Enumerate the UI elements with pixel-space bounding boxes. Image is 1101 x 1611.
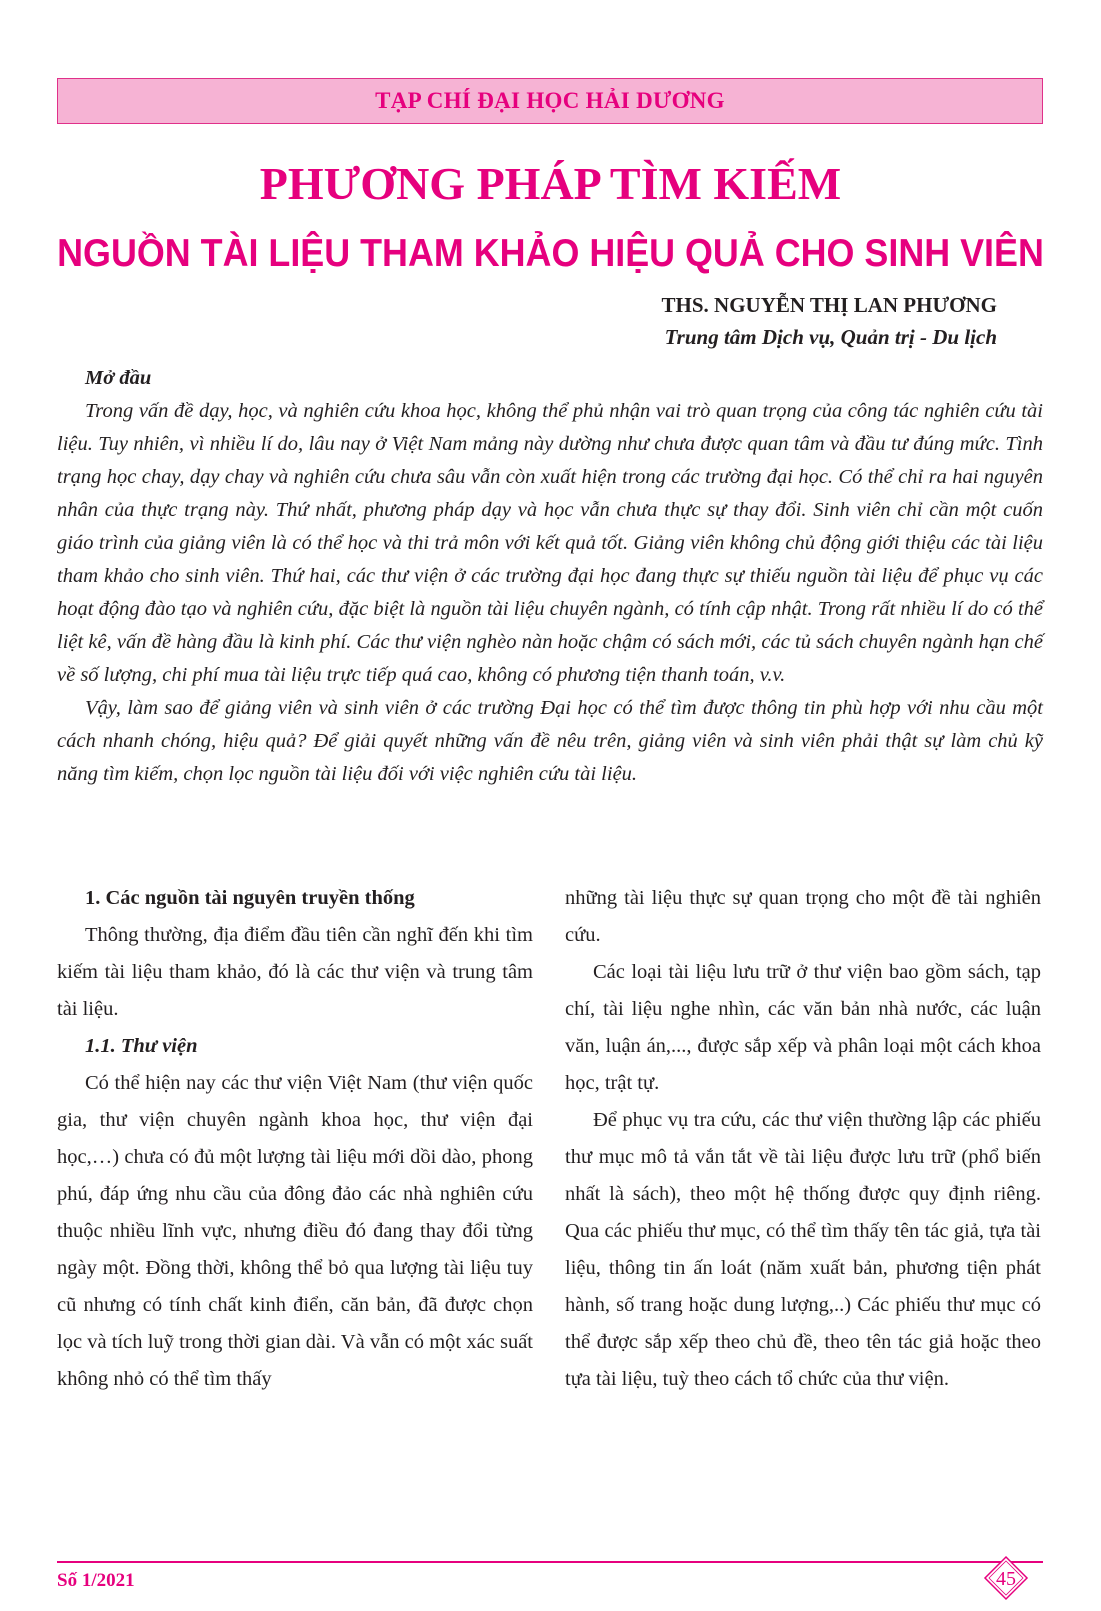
- author-affiliation: Trung tâm Dịch vụ, Quản trị - Du lịch: [664, 325, 997, 349]
- body-paragraph-continuation: những tài liệu thực sự quan trọng cho một đề tài nghiên cứu.: [565, 887, 1041, 946]
- author-name: THS. NGUYỄN THỊ LAN PHƯƠNG: [661, 293, 997, 317]
- left-column: [57, 880, 533, 1398]
- footer-divider: [57, 1561, 1043, 1563]
- journal-name: TẠP CHÍ ĐẠI HỌC HẢI DƯƠNG: [375, 88, 725, 113]
- article-title-line1: PHƯƠNG PHÁP TÌM KIẾM: [259, 158, 842, 209]
- body-paragraph: Có thể hiện nay các thư viện Việt Nam (thư viện quốc gia, thư viện chuyên ngành khoa học, thư viện đại học,…) chưa có đủ một lượng tài liệu mới dồi dào, phong phú, đáp ứng nhu cầu của đông đảo các nhà nghiên cứu thuộc nhiều lĩnh vực, nhưng điều đó đang thay đổi từng ngày một. Đồng thời, không thể bỏ qua lượng tài liệu tuy cũ nhưng có tính chất kinh điển, căn bản, đã được chọn lọc và tích luỹ trong thời gian dài. Và vẫn có một xác suất không nhỏ có thể tìm thấy: [57, 1072, 533, 1390]
- page-number: 45: [996, 1568, 1016, 1590]
- intro-section: [57, 362, 1043, 791]
- body-paragraph: Các loại tài liệu lưu trữ ở thư viện bao gồm sách, tạp chí, tài liệu nghe nhìn, các văn bản nhà nước, các luận văn, luận án,..., được sắp xếp và phân loại một cách khoa học, trật tự.: [565, 961, 1041, 1094]
- body-paragraph: Để phục vụ tra cứu, các thư viện thường lập các phiếu thư mục mô tả vắn tắt về tài liệu được lưu trữ (phổ biến nhất là sách), theo một hệ thống được quy định riêng. Qua các phiếu thư mục, có thể tìm thấy tên tác giả, tựa tài liệu, thông tin ấn loát (năm xuất bản, phương tiện phát hành, số trang hoặc dung lượng,..) Các phiếu thư mục có thể được sắp xếp theo chủ đề, theo tên tác giả hoặc theo tựa tài liệu, tuỳ theo cách tổ chức của thư viện.: [565, 1109, 1041, 1390]
- article-title-line2: NGUỒN TÀI LIỆU THAM KHẢO HIỆU QUẢ CHO SINH VIÊN: [57, 232, 1044, 275]
- issue-number: Số 1/2021: [57, 1570, 135, 1591]
- journal-header-banner: [57, 78, 1043, 124]
- intro-heading: Mở đầu: [85, 367, 152, 389]
- intro-paragraph: Vậy, làm sao để giảng viên và sinh viên ở các trường Đại học có thể tìm được thông tin phù hợp với nhu cầu một cách nhanh chóng, hiệu quả? Để giải quyết những vấn đề nêu trên, giảng viên và sinh viên phải thật sự làm chủ kỹ năng tìm kiếm, chọn lọc nguồn tài liệu đối với việc nghiên cứu tài liệu.: [57, 697, 1043, 785]
- body-paragraph: Thông thường, địa điểm đầu tiên cần nghĩ đến khi tìm kiếm tài liệu tham khảo, đó là các thư viện và trung tâm tài liệu.: [57, 924, 533, 1020]
- intro-paragraph: Trong vấn đề dạy, học, và nghiên cứu khoa học, không thể phủ nhận vai trò quan trọng của công tác nghiên cứu tài liệu. Tuy nhiên, vì nhiều lí do, lâu nay ở Việt Nam mảng này dường như chưa được quan tâm và đầu tư đúng mức. Tình trạng học chay, dạy chay và nghiên cứu chưa sâu vẫn còn xuất hiện trong các trường đại học. Có thể chỉ ra hai nguyên nhân của thực trạng này. Thứ nhất, phương pháp dạy và học vẫn chưa thực sự thay đổi. Sinh viên chỉ cần một cuốn giáo trình của giảng viên là có thể học và thi trả môn với kết quả tốt. Giảng viên không chủ động giới thiệu các tài liệu tham khảo cho sinh viên. Thứ hai, các thư viện ở các trường đại học đang thực sự thiếu nguồn tài liệu để phục vụ các hoạt động đào tạo và nghiên cứu, đặc biệt là nguồn tài liệu chuyên ngành, có tính cập nhật. Trong rất nhiều lí do có thể liệt kê, vấn đề hàng đầu là kinh phí. Các thư viện nghèo nàn hoặc chậm có sách mới, các tủ sách chuyên ngành hạn chế về số lượng, chi phí mua tài liệu trực tiếp quá cao, không có phương tiện thanh toán, v.v.: [57, 400, 1043, 686]
- section-heading: 1. Các nguồn tài nguyên truyền thống: [85, 887, 415, 909]
- subsection-heading: 1.1. Thư viện: [85, 1035, 198, 1057]
- right-column: [565, 880, 1041, 1398]
